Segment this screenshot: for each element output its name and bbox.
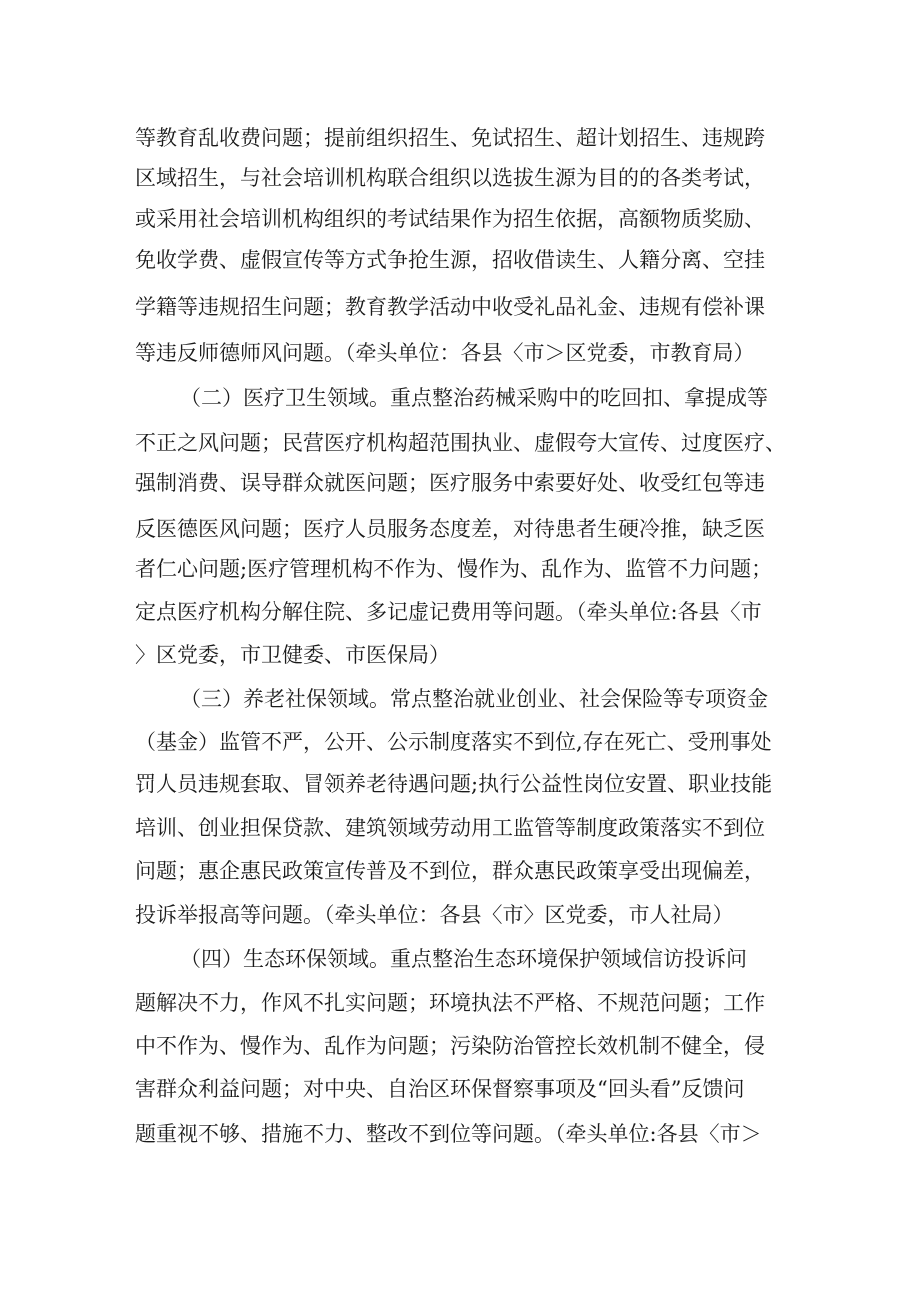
text-line: 题重视不够、措施不力、整改不到位等问题。（牵头单位:各县〈市＞ (135, 1122, 762, 1146)
text-line: 反医德医风问题；医疗人员服务态度差，对待患者生硬冷推，缺乏医 (135, 517, 765, 541)
text-line: 者仁心问题;医疗管理机构不作为、慢作为、乱作为、监管不力问题； (135, 557, 773, 581)
paragraph-heading-medical: （二）医疗卫生领域。重点整治药械采购中的吃回扣、拿提成等 (180, 386, 768, 410)
text-line: 中不作为、慢作为、乱作为问题；污染防治管控长效机制不健全，侵 (135, 1034, 765, 1058)
text-line: 学籍等违规招生问题；教育教学活动中收受礼品礼金、违规有偿补课 (135, 295, 765, 319)
text-line: （基金）监管不严，公开、公示制度落实不到位,存在死亡、受刑事处 (135, 730, 772, 754)
text-line: 定点医疗机构分解住院、多记虚记费用等问题。（牵头单位:各县〈市 (135, 600, 762, 624)
text-line: 免收学费、虚假宣传等方式争抢生源，招收借读生、人籍分离、空挂 (135, 248, 765, 272)
paragraph-heading-ecology: （四）生态环保领域。重点整治生态环境保护领域信访投诉问 (180, 947, 747, 971)
text-line: 或采用社会培训机构组织的考试结果作为招生依据，高额物质奖励、 (135, 207, 765, 231)
paragraph-heading-pension: （三）养老社保领域。常点整治就业创业、社会保险等专项资金 (180, 687, 768, 711)
text-line: 不正之风问题；民营医疗机构超范围执业、虚假夸大宣传、过度医疗、 (135, 431, 786, 455)
text-line: 罚人员违规套取、冒领养老待遇问题;执行公益性岗位安置、职业技能 (135, 772, 773, 796)
text-line: 等教育乱收费问题；提前组织招生、免试招生、超计划招生、违规跨 (135, 126, 765, 150)
text-line: 培训、创业担保贷款、建筑领域劳动用工监管等制度政策落实不到位 (135, 816, 765, 840)
text-line: 等违反师德师风问题。（牵头单位：各县〈市＞区党委，市教育局） (135, 341, 755, 365)
text-line: 〉区党委，市卫健委、市医保局） (135, 643, 450, 667)
text-line: 强制消费、误导群众就医问题；医疗服务中索要好处、收受红包等违 (135, 471, 765, 495)
text-line: 问题；惠企惠民政策宣传普及不到位，群众惠民政策享受出现偏差， (135, 859, 765, 883)
text-line: 区域招生，与社会培训机构联合组织以选拔生源为目的的各类考试， (135, 166, 765, 190)
text-line: 题解决不力，作风不扎实问题；环境执法不严格、不规范问题；工作 (135, 991, 765, 1015)
text-line: 投诉举报高等问题。（牵头单位：各县〈市〉区党委，市人社局） (135, 903, 734, 927)
text-line: 害群众利益问题；对中央、自治区环保督察事项及“回头看”反馈问 (135, 1077, 745, 1101)
